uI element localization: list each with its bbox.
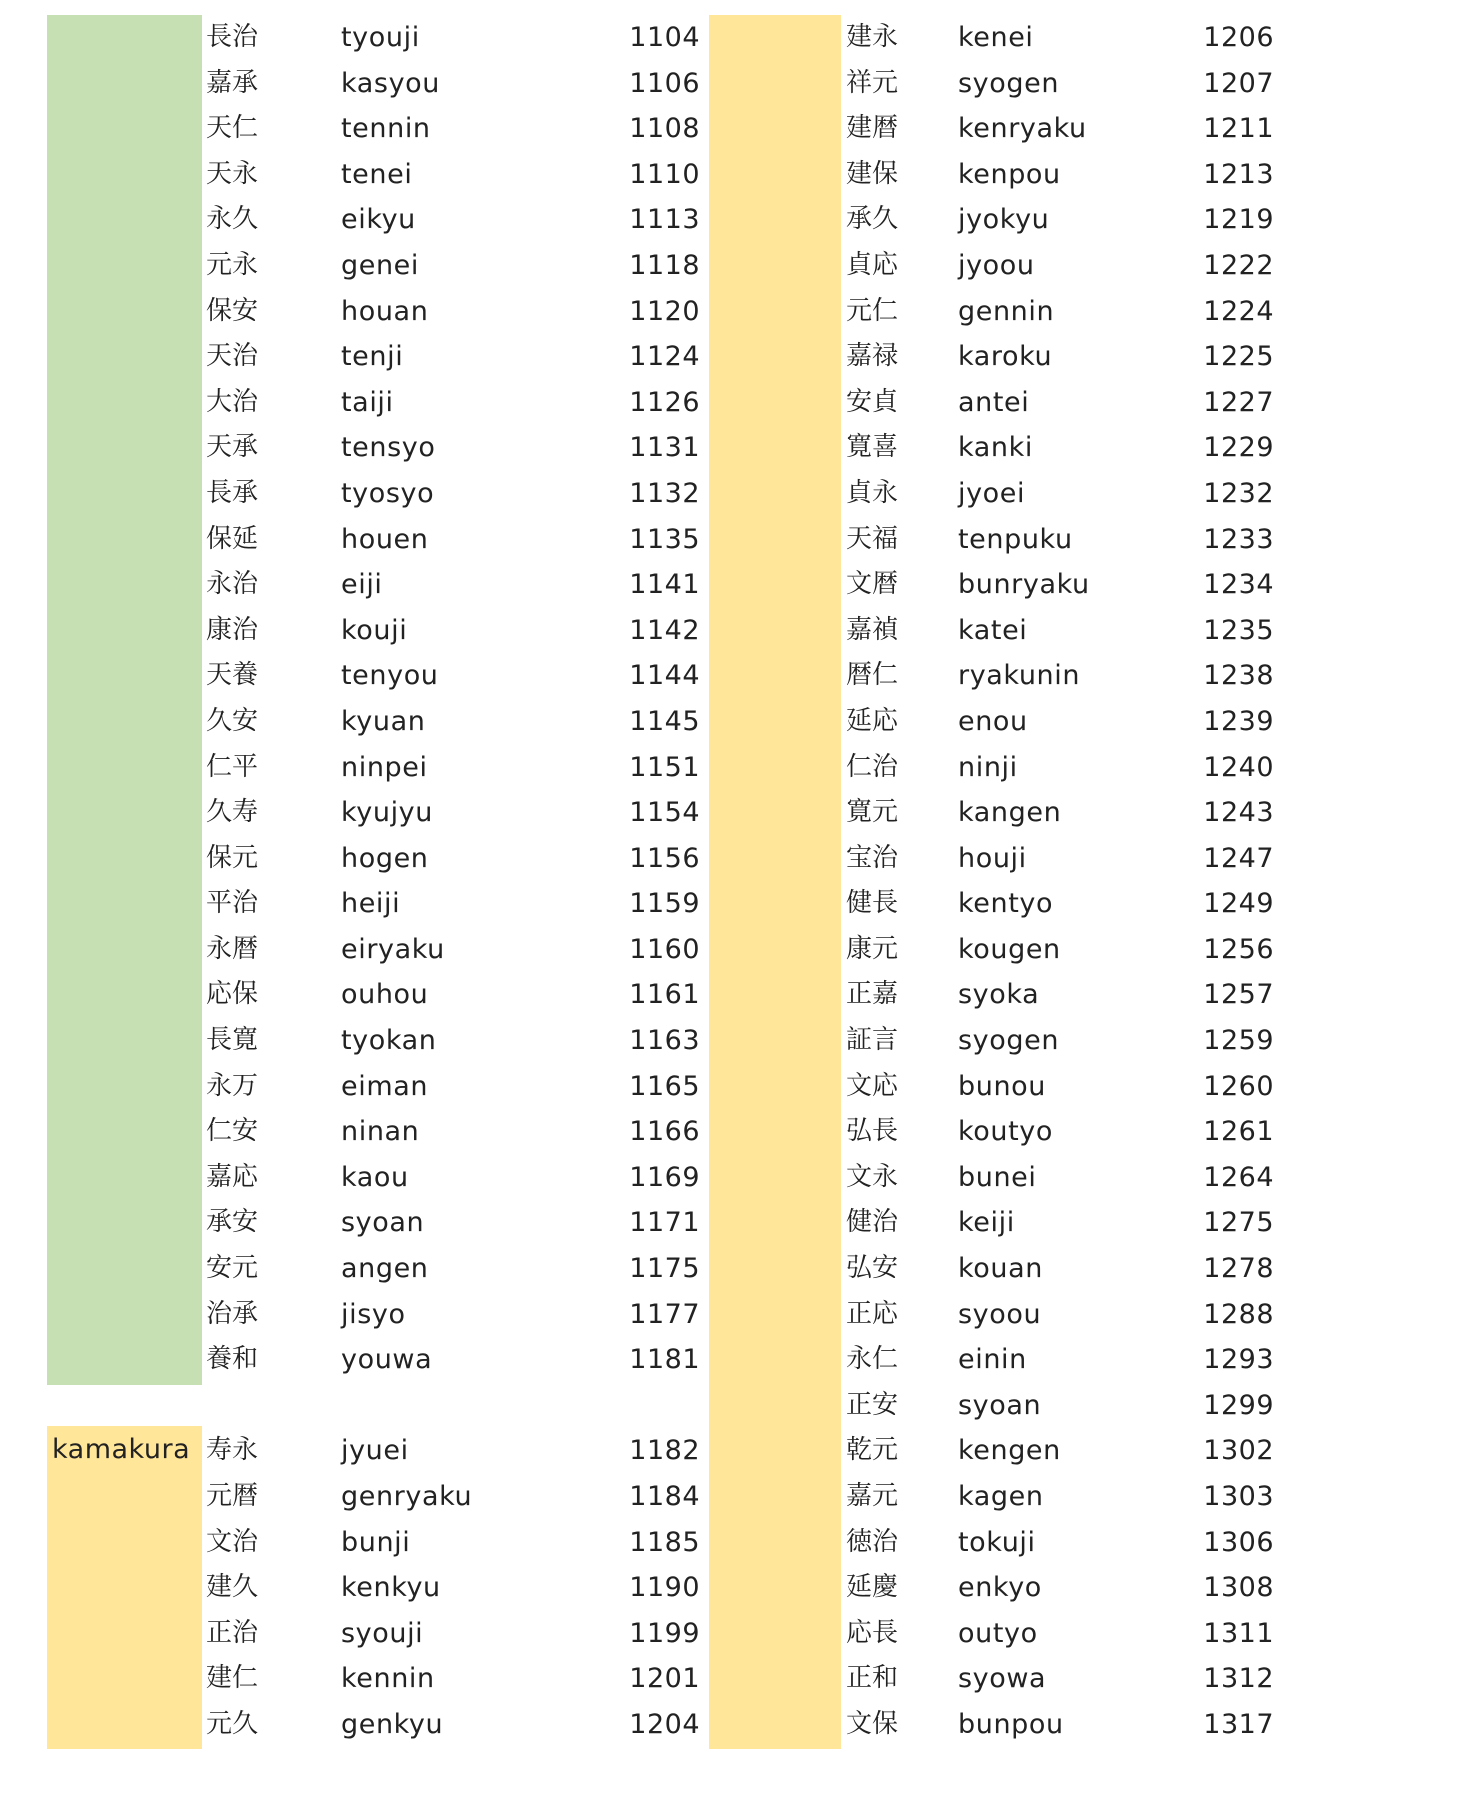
era-romaji: houen (341, 523, 429, 555)
era-romaji: kennin (341, 1663, 435, 1695)
era-year: 1234 (1203, 569, 1274, 601)
era-romaji: tenei (341, 158, 413, 190)
era-kanji: 嘉元 (846, 1481, 899, 1511)
era-romaji: kouan (958, 1253, 1043, 1285)
era-romaji: ninji (958, 751, 1018, 783)
era-romaji: antei (958, 386, 1030, 418)
era-kanji: 長寛 (206, 1025, 259, 1056)
era-year: 1227 (1203, 386, 1274, 418)
era-year: 1204 (629, 1708, 700, 1740)
era-kanji: 仁平 (206, 751, 259, 782)
era-romaji: kangen (958, 797, 1062, 829)
era-year: 1131 (629, 432, 700, 464)
era-romaji: genkyu (341, 1708, 444, 1740)
era-kanji: 健治 (846, 1207, 899, 1238)
era-year: 1225 (1203, 341, 1274, 373)
era-romaji: houan (341, 295, 429, 327)
era-year: 1185 (629, 1526, 700, 1558)
era-romaji: ninan (341, 1116, 420, 1148)
era-romaji: jyoei (958, 477, 1026, 509)
era-romaji: eikyu (341, 204, 416, 236)
era-romaji: jyoou (958, 249, 1035, 281)
era-romaji: syogen (958, 67, 1060, 99)
era-romaji: kenpou (958, 158, 1061, 190)
era-year: 1132 (629, 477, 700, 509)
era-kanji: 元仁 (846, 295, 899, 326)
era-kanji: 建仁 (206, 1663, 259, 1694)
era-year: 1249 (1203, 888, 1274, 920)
era-year: 1293 (1203, 1344, 1274, 1376)
era-kanji: 宝治 (846, 842, 899, 873)
era-romaji: genryaku (341, 1481, 473, 1512)
era-romaji: gennin (958, 295, 1055, 327)
era-kanji: 天永 (206, 158, 259, 189)
era-year: 1135 (629, 523, 700, 555)
era-romaji: kenryaku (958, 113, 1087, 145)
era-year: 1163 (629, 1025, 700, 1057)
era-year: 1154 (629, 797, 700, 829)
era-kanji: 安元 (206, 1253, 259, 1284)
era-kanji: 久安 (206, 705, 259, 736)
era-kanji: 祥元 (846, 67, 899, 98)
era-year: 1190 (629, 1572, 700, 1604)
era-year: 1278 (1203, 1253, 1274, 1285)
era-kanji: 永久 (206, 204, 259, 235)
era-year: 1275 (1203, 1207, 1274, 1239)
kamakura-period-band-right (709, 15, 841, 1749)
era-year: 1124 (629, 341, 700, 373)
era-year: 1256 (1203, 933, 1274, 965)
era-romaji: kasyou (341, 67, 440, 99)
era-kanji: 長承 (206, 477, 259, 508)
era-kanji: 嘉応 (206, 1161, 259, 1192)
era-romaji: kengen (958, 1435, 1061, 1467)
era-romaji: jyokyu (958, 204, 1050, 236)
era-year: 1159 (629, 888, 700, 920)
era-romaji: tokuji (958, 1526, 1036, 1558)
era-kanji: 永暦 (206, 933, 259, 964)
era-kanji: 元久 (206, 1708, 259, 1739)
era-romaji: syoan (958, 1389, 1042, 1421)
era-romaji: ouhou (341, 979, 429, 1011)
era-year: 1240 (1203, 751, 1274, 783)
era-year: 1260 (1203, 1070, 1274, 1102)
era-year: 1165 (629, 1070, 700, 1102)
era-romaji: kentyo (958, 888, 1054, 920)
era-year: 1113 (629, 204, 700, 236)
era-year: 1160 (629, 933, 700, 965)
era-romaji: ninpei (341, 751, 428, 783)
era-romaji: genei (341, 249, 419, 281)
kamakura-period-label: kamakura (52, 1434, 191, 1465)
era-kanji: 天仁 (206, 113, 259, 144)
era-kanji: 天福 (846, 523, 899, 554)
era-year: 1308 (1203, 1572, 1274, 1604)
era-romaji: eiji (341, 569, 383, 601)
era-kanji: 康治 (206, 614, 259, 645)
era-year: 1306 (1203, 1526, 1274, 1558)
era-year: 1247 (1203, 842, 1274, 874)
era-kanji: 正和 (846, 1663, 899, 1694)
era-romaji: katei (958, 614, 1028, 646)
era-kanji: 永仁 (846, 1344, 899, 1375)
era-year: 1299 (1203, 1389, 1274, 1421)
era-romaji: kenkyu (341, 1572, 441, 1604)
era-romaji: tyosyo (341, 477, 435, 509)
era-year: 1317 (1203, 1708, 1274, 1740)
era-kanji: 安貞 (846, 386, 899, 417)
era-year: 1213 (1203, 158, 1274, 190)
era-year: 1120 (629, 295, 700, 327)
era-romaji: syoan (341, 1207, 425, 1239)
era-kanji: 暦仁 (846, 660, 899, 691)
era-romaji: houji (958, 842, 1027, 874)
era-kanji: 平治 (206, 888, 259, 919)
era-romaji: enou (958, 705, 1028, 737)
era-year: 1206 (1203, 22, 1274, 53)
era-year: 1257 (1203, 979, 1274, 1011)
era-romaji: jyuei (341, 1435, 409, 1467)
era-kanji: 健長 (846, 888, 899, 919)
era-romaji: syowa (958, 1663, 1047, 1695)
era-year: 1233 (1203, 523, 1274, 555)
era-kanji: 承久 (846, 204, 899, 235)
era-year: 1182 (629, 1435, 700, 1467)
era-year: 1224 (1203, 295, 1274, 327)
era-year: 1106 (629, 67, 700, 99)
era-romaji: bunryaku (958, 569, 1090, 601)
era-year: 1211 (1203, 113, 1274, 145)
era-romaji: tenyou (341, 660, 439, 692)
era-year: 1243 (1203, 797, 1274, 829)
era-romaji: einin (958, 1344, 1027, 1376)
era-year: 1144 (629, 660, 700, 692)
era-romaji: heiji (341, 888, 401, 920)
era-romaji: syouji (341, 1617, 424, 1649)
era-romaji: youwa (341, 1344, 433, 1376)
era-romaji: tennin (341, 113, 431, 145)
era-year: 1235 (1203, 614, 1274, 646)
era-year: 1166 (629, 1116, 700, 1148)
era-kanji: 寛元 (846, 797, 899, 828)
era-year: 1104 (629, 22, 700, 53)
era-kanji: 文永 (846, 1161, 899, 1192)
era-year: 1201 (629, 1663, 700, 1695)
era-romaji: eiman (341, 1070, 429, 1102)
era-year: 1303 (1203, 1481, 1274, 1512)
era-kanji: 養和 (206, 1344, 259, 1375)
era-romaji: angen (341, 1253, 429, 1285)
era-romaji: tenpuku (958, 523, 1073, 555)
era-year: 1302 (1203, 1435, 1274, 1467)
era-romaji: hogen (341, 842, 429, 874)
era-year: 1118 (629, 249, 700, 281)
era-kanji: 永万 (206, 1070, 259, 1101)
era-romaji: jisyo (341, 1298, 406, 1330)
era-romaji: syogen (958, 1025, 1060, 1057)
era-year: 1239 (1203, 705, 1274, 737)
era-year: 1175 (629, 1253, 700, 1285)
era-year: 1288 (1203, 1298, 1274, 1330)
era-kanji: 証言 (846, 1025, 899, 1056)
era-kanji: 治承 (206, 1298, 259, 1329)
era-romaji: tensyo (341, 432, 436, 464)
era-kanji: 保元 (206, 842, 259, 873)
era-year: 1181 (629, 1344, 700, 1376)
era-kanji: 保延 (206, 523, 259, 554)
era-year: 1145 (629, 705, 700, 737)
era-romaji: kyujyu (341, 797, 433, 829)
era-romaji: taiji (341, 386, 394, 418)
era-kanji: 延応 (846, 705, 899, 736)
era-romaji: kanki (958, 432, 1033, 464)
era-kanji: 久寿 (206, 797, 259, 828)
era-romaji: tyokan (341, 1025, 437, 1057)
era-romaji: syoou (958, 1298, 1042, 1330)
era-year: 1259 (1203, 1025, 1274, 1057)
era-kanji: 保安 (206, 295, 259, 326)
era-kanji: 永治 (206, 569, 259, 600)
era-kanji: 建暦 (846, 113, 899, 144)
era-kanji: 文保 (846, 1708, 899, 1739)
era-romaji: kenei (958, 22, 1034, 53)
era-kanji: 応保 (206, 979, 259, 1010)
era-romaji: karoku (958, 341, 1053, 373)
era-kanji: 貞応 (846, 249, 899, 280)
heian-period-band (47, 15, 202, 1385)
era-kanji: 寿永 (206, 1435, 259, 1466)
era-romaji: bunei (958, 1161, 1037, 1193)
era-kanji: 文応 (846, 1070, 899, 1101)
era-romaji: bunpou (958, 1708, 1064, 1740)
kamakura-period-band-left (47, 1426, 202, 1749)
era-year: 1108 (629, 113, 700, 145)
era-year: 1184 (629, 1481, 700, 1512)
era-romaji: kaou (341, 1161, 409, 1193)
era-kanji: 嘉禄 (846, 341, 899, 372)
era-kanji: 乾元 (846, 1435, 899, 1466)
era-year: 1177 (629, 1298, 700, 1330)
era-romaji: tyouji (341, 22, 420, 53)
era-kanji: 応長 (846, 1617, 899, 1648)
era-romaji: outyo (958, 1617, 1038, 1649)
era-year: 1312 (1203, 1663, 1274, 1695)
era-year: 1142 (629, 614, 700, 646)
era-year: 1126 (629, 386, 700, 418)
era-year: 1171 (629, 1207, 700, 1239)
era-kanji: 建永 (846, 22, 899, 52)
era-kanji: 建久 (206, 1572, 259, 1603)
era-romaji: kagen (958, 1481, 1044, 1512)
era-romaji: kouji (341, 614, 408, 646)
era-year: 1199 (629, 1617, 700, 1649)
era-kanji: 文暦 (846, 569, 899, 600)
era-romaji: kougen (958, 933, 1061, 965)
era-romaji: eiryaku (341, 933, 445, 965)
era-romaji: ryakunin (958, 660, 1081, 692)
era-year: 1238 (1203, 660, 1274, 692)
era-year: 1207 (1203, 67, 1274, 99)
era-kanji: 天治 (206, 341, 259, 372)
era-kanji: 正安 (846, 1389, 899, 1420)
era-year: 1261 (1203, 1116, 1274, 1148)
era-kanji: 寛喜 (846, 432, 899, 463)
era-year: 1110 (629, 158, 700, 190)
era-kanji: 承安 (206, 1207, 259, 1238)
era-kanji: 貞永 (846, 477, 899, 508)
era-kanji: 天養 (206, 660, 259, 691)
era-year: 1229 (1203, 432, 1274, 464)
era-romaji: bunji (341, 1526, 411, 1558)
era-kanji: 延慶 (846, 1572, 899, 1603)
era-romaji: syoka (958, 979, 1040, 1011)
era-kanji: 仁安 (206, 1116, 259, 1147)
era-year: 1156 (629, 842, 700, 874)
era-year: 1222 (1203, 249, 1274, 281)
era-kanji: 嘉禎 (846, 614, 899, 645)
era-kanji: 正応 (846, 1298, 899, 1329)
era-romaji: koutyo (958, 1116, 1053, 1148)
era-year: 1169 (629, 1161, 700, 1193)
era-kanji: 徳治 (846, 1526, 899, 1557)
era-kanji: 大治 (206, 386, 259, 417)
era-kanji: 仁治 (846, 751, 899, 782)
era-kanji: 弘長 (846, 1116, 899, 1147)
era-romaji: bunou (958, 1070, 1046, 1102)
era-year: 1161 (629, 979, 700, 1011)
era-kanji: 康元 (846, 933, 899, 964)
era-kanji: 文治 (206, 1526, 259, 1557)
era-kanji: 長治 (206, 22, 259, 52)
era-kanji: 建保 (846, 158, 899, 189)
era-romaji: kyuan (341, 705, 426, 737)
era-kanji: 元暦 (206, 1481, 259, 1511)
era-kanji: 正嘉 (846, 979, 899, 1010)
era-kanji: 弘安 (846, 1253, 899, 1284)
era-year: 1141 (629, 569, 700, 601)
era-kanji: 天承 (206, 432, 259, 463)
era-year: 1219 (1203, 204, 1274, 236)
era-kanji: 元永 (206, 249, 259, 280)
era-romaji: tenji (341, 341, 404, 373)
era-year: 1264 (1203, 1161, 1274, 1193)
era-year: 1232 (1203, 477, 1274, 509)
era-romaji: enkyo (958, 1572, 1042, 1604)
era-kanji: 正治 (206, 1617, 259, 1648)
era-year: 1311 (1203, 1617, 1274, 1649)
era-romaji: keiji (958, 1207, 1015, 1239)
era-kanji: 嘉承 (206, 67, 259, 98)
era-year: 1151 (629, 751, 700, 783)
